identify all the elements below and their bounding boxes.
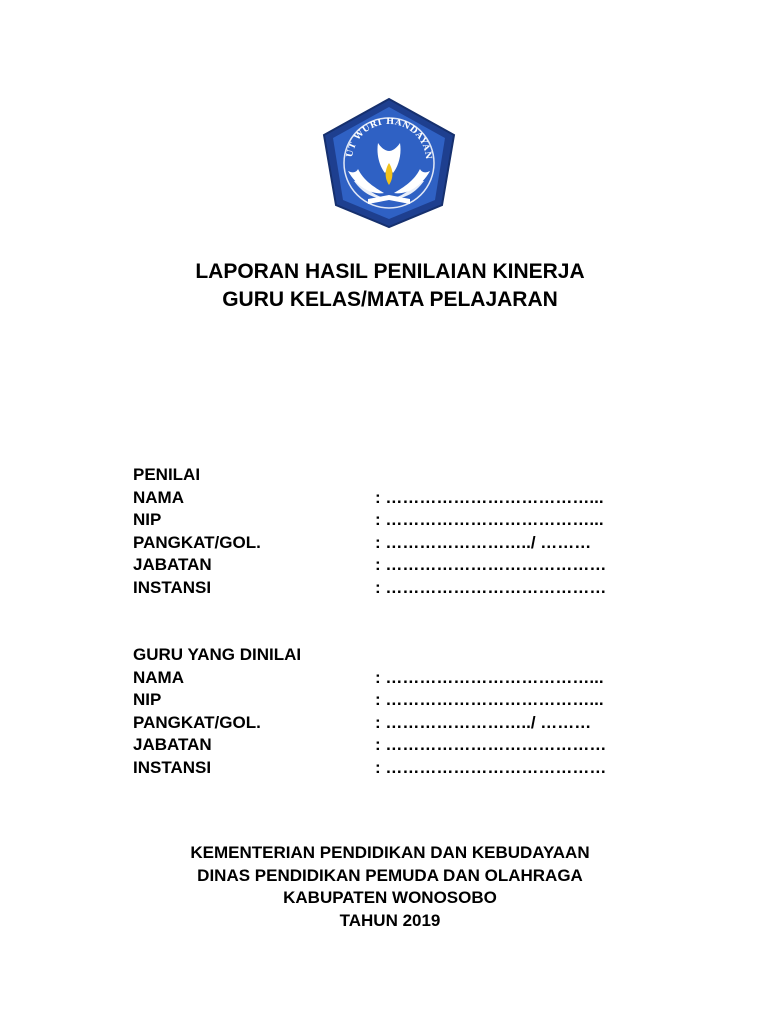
penilai-row-jabatan [133, 554, 607, 577]
field-label: INSTANSI [133, 577, 212, 597]
field-label: PANGKAT/GOL. [133, 532, 261, 552]
field-value: : ………………………………... [375, 510, 604, 529]
field-label: JABATAN [133, 555, 212, 574]
field-value: : ………………………………… [375, 577, 607, 597]
field-value: : ………………………………... [375, 487, 604, 507]
svg-text:TUT WURI HANDAYANI: UT WURI HANDAYAN [345, 116, 434, 161]
institution-footer [0, 842, 768, 932]
footer-line-regency: KABUPATEN WONOSOBO [283, 888, 497, 907]
field-label: INSTANSI [133, 757, 212, 777]
emblem-icon [318, 97, 460, 229]
document-title [0, 258, 768, 314]
title-line-1: LAPORAN HASIL PENILAIAN KINERJA [195, 260, 585, 283]
footer-line-office: DINAS PENDIDIKAN PEMUDA DAN OLAHRAGA [197, 865, 583, 885]
guru-row-nip [133, 689, 604, 712]
field-value: : ………………………………... [375, 667, 604, 687]
field-label: NAMA [133, 487, 184, 507]
guru-row-pangkat [133, 712, 592, 735]
penilai-section [133, 464, 607, 599]
guru-row-instansi [133, 757, 607, 780]
footer-line-year: TAHUN 2019 [339, 910, 441, 930]
field-value: : ………………………………… [375, 555, 607, 574]
penilai-heading: PENILAI [133, 465, 201, 484]
tut-wuri-handayani-logo [318, 97, 460, 229]
guru-row-jabatan [133, 734, 607, 757]
penilai-row-nama [133, 487, 604, 510]
field-value: : ………………………………… [375, 757, 607, 777]
field-label: JABATAN [133, 735, 212, 754]
penilai-row-nip [133, 509, 604, 532]
guru-section [133, 644, 607, 779]
field-label: PANGKAT/GOL. [133, 712, 261, 732]
field-value: : ……………………../ ……… [375, 712, 592, 732]
field-value: : ……………………../ ……… [375, 532, 592, 552]
field-value: : ………………………………… [375, 735, 607, 754]
title-line-2: GURU KELAS/MATA PELAJARAN [222, 288, 558, 311]
field-value: : ………………………………... [375, 690, 604, 709]
footer-line-ministry: KEMENTERIAN PENDIDIKAN DAN KEBUDAYAAN [190, 843, 590, 862]
field-label: NIP [133, 690, 162, 709]
field-label: NAMA [133, 667, 184, 687]
guru-row-nama [133, 667, 604, 690]
field-label: NIP [133, 510, 162, 529]
guru-heading: GURU YANG DINILAI [133, 645, 302, 664]
penilai-row-instansi [133, 577, 607, 600]
penilai-row-pangkat [133, 532, 592, 555]
